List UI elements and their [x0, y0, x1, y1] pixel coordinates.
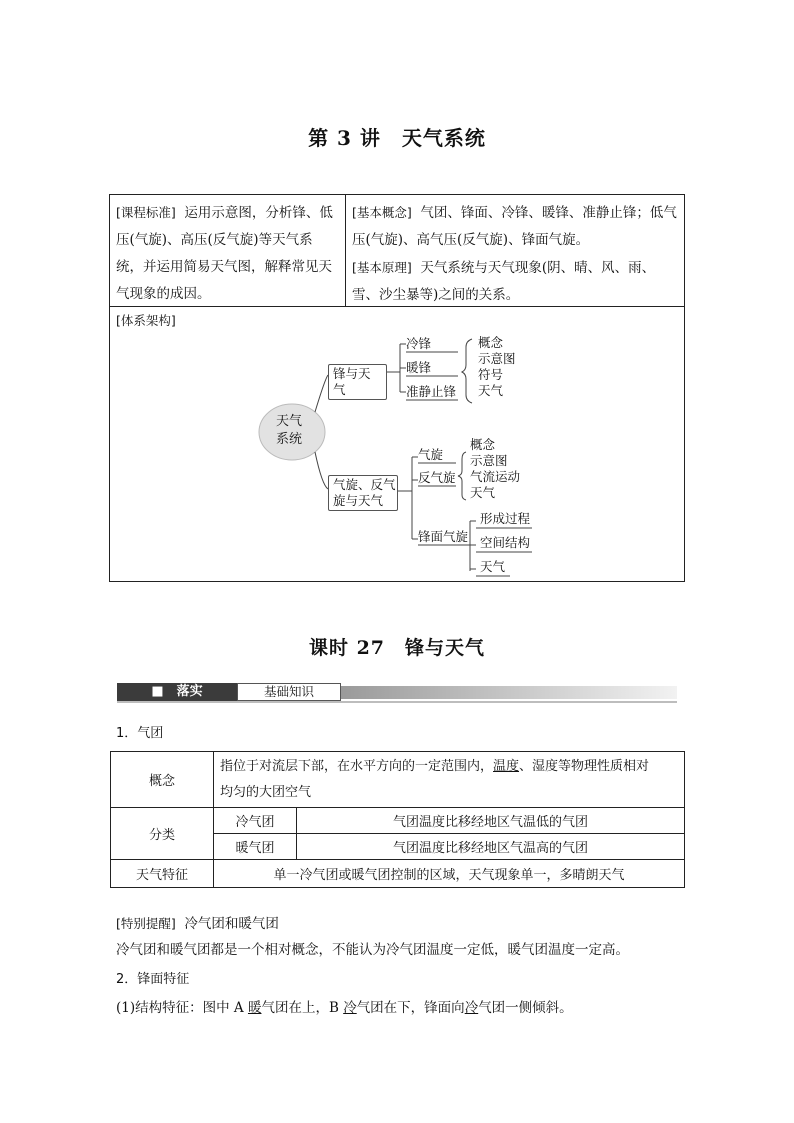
tip-title: 冷气团和暖气团	[184, 916, 279, 932]
standard-tag: [课程标准]	[116, 205, 176, 220]
leaf-3-3: 天气	[480, 559, 506, 574]
framework-tag: [体系架构]	[116, 313, 176, 328]
section-banner	[117, 683, 677, 703]
leaf-1-2: 示意图	[478, 351, 516, 366]
mindmap-connectors	[110, 307, 684, 582]
struct-text-3: 气团在下，锋面向	[356, 1000, 465, 1016]
table-row	[111, 860, 685, 888]
concept-text-pre: 指位于对流层下部，在水平方向的一定范围内，	[220, 758, 494, 774]
structure-feature	[116, 998, 573, 1018]
standard-text: 运用示意图，分析锋、低压(气旋)、高压(反气旋)等天气系统，并运用简易天气图，解释常见天气现象的成因。	[116, 205, 333, 302]
tip-heading	[116, 914, 279, 934]
table-row	[111, 808, 685, 834]
leaf-1-3: 符号	[478, 367, 504, 382]
concept-label: 概念	[111, 752, 214, 808]
item-anticyclone: 反气旋	[418, 470, 456, 485]
banner-box-label: 基础知识	[237, 683, 341, 701]
banner-gradient	[341, 686, 677, 699]
leaf-2-1: 概念	[470, 437, 496, 452]
leaf-2-2: 示意图	[470, 453, 508, 468]
tip-text: 冷气团和暖气团都是一个相对概念，不能认为冷气团温度一定低，暖气团温度一定高。	[116, 942, 629, 958]
item-cold-front: 冷锋	[406, 336, 432, 351]
page-title: 第 3 讲 天气系统	[308, 126, 486, 150]
leaf-3-2: 空间结构	[480, 535, 531, 550]
tip-tag: [特别提醒]	[116, 916, 176, 931]
item-cyclone: 气旋	[418, 447, 444, 462]
weather-label: 天气特征	[111, 860, 214, 888]
banner-underline	[117, 701, 677, 703]
branch-front-weather: 锋与天气	[328, 364, 387, 400]
struct-text-4: 气团一侧倾斜。	[478, 1000, 573, 1016]
mindmap-root: 天气 系统	[276, 414, 303, 447]
curriculum-standard-table	[109, 194, 685, 582]
standard-cell	[110, 195, 346, 306]
leaf-3-1: 形成过程	[480, 511, 531, 526]
table-row	[111, 752, 685, 808]
item-warm-front: 暖锋	[406, 360, 432, 375]
struct-underline-2: 冷	[343, 1000, 357, 1016]
struct-text-2: 气团在上，B	[261, 1000, 344, 1016]
banner-label: ■ 落实	[117, 683, 237, 701]
leaf-2-3: 气流运动	[470, 469, 521, 484]
struct-underline-3: 冷	[464, 1000, 479, 1016]
weather-desc: 单一冷气团或暖气团控制的区域，天气现象单一，多晴朗天气	[214, 860, 685, 888]
lesson-title: 课时 27 锋与天气	[308, 637, 486, 659]
air-mass-table	[110, 751, 685, 888]
principle-text: 天气系统与天气现象(阴、晴、风、雨、雪、沙尘暴等)之间的关系。	[352, 260, 656, 303]
concept-text-post: 、湿度等物理性质相对	[519, 758, 650, 774]
item-stationary-front: 准静止锋	[406, 384, 457, 399]
struct-underline-1: 暖	[247, 1000, 262, 1016]
class-label: 分类	[111, 808, 214, 860]
warm-air-label: 暖气团	[214, 834, 297, 860]
item-frontal-cyclone: 锋面气旋	[418, 529, 469, 544]
leaf-2-4: 天气	[470, 485, 496, 500]
leaf-1-4: 天气	[478, 383, 504, 398]
concept-text: 气团、锋面、冷锋、暖锋、准静止锋；低气压(气旋)、高气压(反气旋)、锋面气旋。	[352, 205, 677, 248]
section-heading-air-mass: 1．气团	[116, 726, 164, 741]
concept-tag: [基本概念]	[352, 205, 412, 220]
concept-value	[214, 752, 685, 808]
cold-air-label: 冷气团	[214, 808, 297, 834]
concept-cell	[346, 195, 684, 306]
concept-text-end: 均匀的大团空气	[220, 784, 312, 800]
branch-cyclone-weather: 气旋、反气 旋与天气	[328, 475, 398, 511]
warm-air-desc: 气团温度比移经地区气温高的气团	[297, 834, 685, 860]
framework-cell	[110, 306, 684, 582]
cold-air-desc: 气团温度比移经地区气温低的气团	[297, 808, 685, 834]
principle-tag: [基本原理]	[352, 260, 412, 275]
section-heading-front: 2．锋面特征	[116, 972, 190, 987]
struct-text-1: (1)结构特征：图中 A	[116, 1000, 248, 1016]
leaf-1-1: 概念	[478, 335, 504, 350]
concept-underlined: 温度	[493, 758, 520, 774]
